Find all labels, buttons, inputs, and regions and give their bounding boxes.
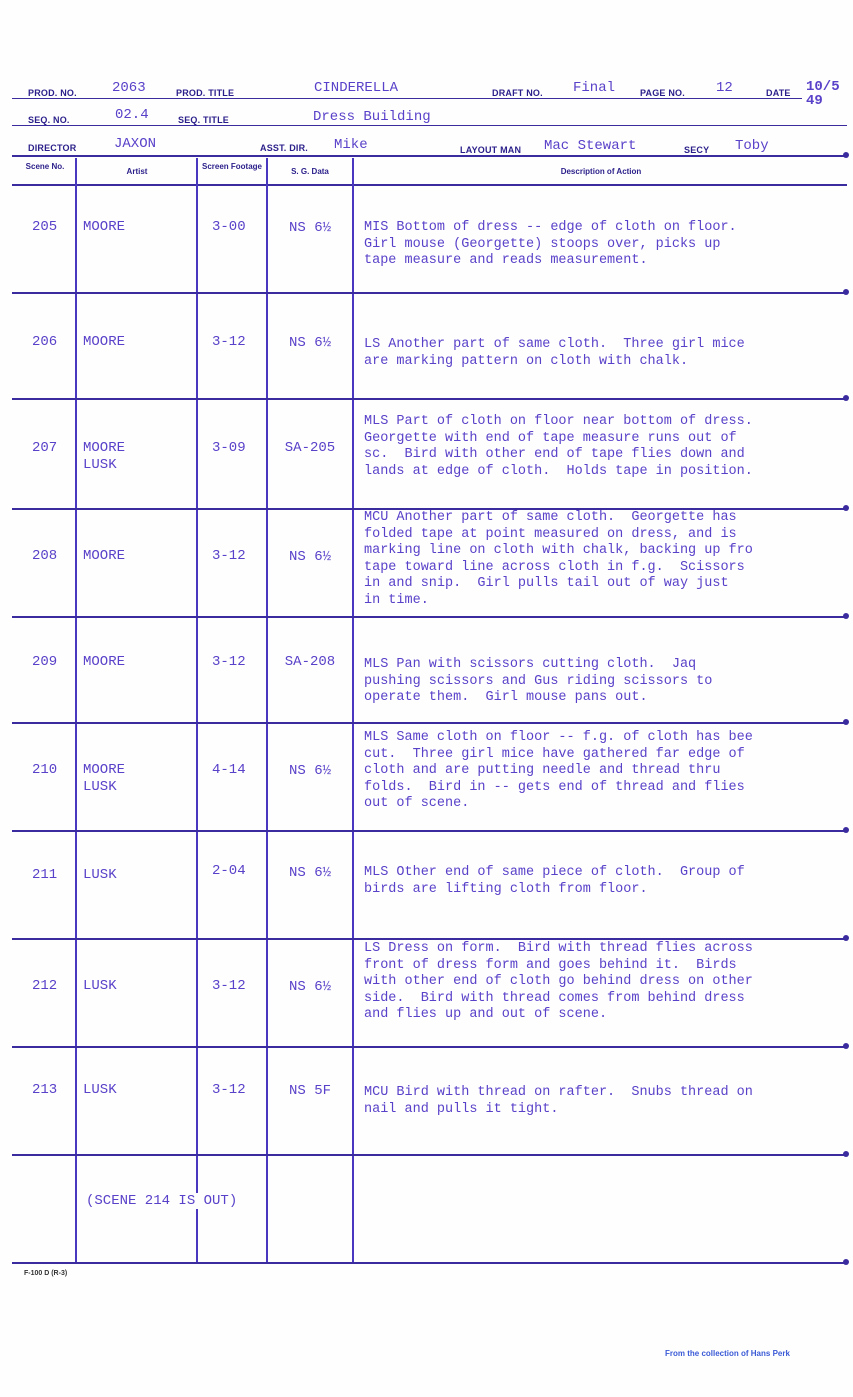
row-rule <box>12 616 847 618</box>
rule-end-dot <box>843 613 849 619</box>
col-description: Description of Action <box>560 167 642 176</box>
col-sg-data: S. G. Data <box>291 167 329 176</box>
scene-no: 213 <box>32 1082 58 1098</box>
sg-data: NS 6½ <box>288 549 331 565</box>
prod-title-label: PROD. TITLE <box>176 88 235 98</box>
description: MCU Another part of same cloth. Georgette has folded tape at point measured on dress, and is marking line on cloth with chalk, backing up fro tape toward line across cloth in f.g. Scissors in and snip. Girl pulls tail out of way just in time. <box>364 510 753 608</box>
prod-title-value: CINDERELLA <box>314 80 399 96</box>
form-number: F-100 D (R-3) <box>24 1270 68 1277</box>
row-rule <box>12 1046 847 1048</box>
sg-data: NS 6½ <box>288 335 331 351</box>
scene-no: 209 <box>32 654 58 670</box>
artist: MOORE <box>83 219 126 235</box>
rule-end-dot <box>843 289 849 295</box>
artist: LUSK <box>83 867 117 883</box>
draft-no-label: DRAFT NO. <box>492 88 543 98</box>
artist: MOORE <box>83 654 126 670</box>
director-value: JAXON <box>114 136 157 152</box>
secy-value: Toby <box>735 138 769 154</box>
sg-data: NS 6½ <box>288 979 331 995</box>
artist: MOORE <box>83 548 126 564</box>
rule-end-dot <box>843 152 849 158</box>
col-divider-4 <box>352 158 354 1263</box>
row-rule <box>12 722 847 724</box>
screen-footage: 4-14 <box>212 762 246 778</box>
screen-footage: 3-12 <box>212 654 246 670</box>
sg-data: NS 5F <box>288 1083 331 1099</box>
scene-out-note: (SCENE 214 IS OUT) <box>86 1193 238 1209</box>
rule-end-dot <box>843 1259 849 1265</box>
scene-no: 210 <box>32 762 58 778</box>
colhead-rule <box>12 184 847 186</box>
screen-footage: 3-09 <box>212 440 246 456</box>
col-divider-1 <box>75 158 77 1263</box>
screen-footage: 3-12 <box>212 548 246 564</box>
screen-footage: 3-12 <box>212 1082 246 1098</box>
rule-end-dot <box>843 1043 849 1049</box>
rule-end-dot <box>843 935 849 941</box>
sg-data: SA-208 <box>284 654 336 670</box>
description: MCU Bird with thread on rafter. Snubs thread on nail and pulls it tight. <box>364 1085 753 1117</box>
description: MLS Same cloth on floor -- f.g. of cloth has bee cut. Three girl mice have gathered far edge of cloth and are putting needle and thread thru folds. Bird in -- gets end of thread and flies out of scene. <box>364 730 753 811</box>
page-no-label: PAGE NO. <box>640 88 685 98</box>
artist: LUSK <box>83 1082 117 1098</box>
scene-no: 205 <box>32 219 58 235</box>
description: MLS Other end of same piece of cloth. Group of birds are lifting cloth from floor. <box>364 865 745 897</box>
screen-footage: 2-04 <box>212 863 246 879</box>
description: LS Dress on form. Bird with thread flies across front of dress form and goes behind it. Birds with other end of cloth go behind dress on other side. Bird with thread comes from behind dress and flies up and out of scene. <box>364 941 753 1022</box>
asst-dir-label: ASST. DIR. <box>260 143 309 153</box>
collection-credit: From the collection of Hans Perk <box>665 1349 790 1358</box>
screen-footage: 3-12 <box>212 334 246 350</box>
scene-no: 207 <box>32 440 58 456</box>
rule-end-dot <box>843 827 849 833</box>
col-screen-footage: Screen Footage <box>201 162 262 171</box>
rule-end-dot <box>843 719 849 725</box>
sg-data: SA-205 <box>284 440 336 456</box>
col-artist: Artist <box>126 167 148 176</box>
rule-end-dot <box>843 1151 849 1157</box>
secy-label: SECY <box>684 145 710 155</box>
prod-no-value: 2063 <box>112 80 146 96</box>
artist: MOORE LUSK <box>83 440 126 473</box>
header-rule-1 <box>12 98 802 99</box>
header-rule-2 <box>12 125 847 126</box>
row-rule <box>12 292 847 294</box>
artist: LUSK <box>83 978 117 994</box>
row-rule <box>12 1154 847 1156</box>
row-rule <box>12 398 847 400</box>
description: MLS Part of cloth on floor near bottom of dress. Georgette with end of tape measure runs out of sc. Bird with other end of tape flies down and lands at edge of cloth. Holds tape in position. <box>364 414 753 479</box>
header-rule-3 <box>12 155 847 157</box>
sg-data: NS 6½ <box>288 865 331 881</box>
seq-title-label: SEQ. TITLE <box>178 115 230 125</box>
rule-end-dot <box>843 395 849 401</box>
date-value: 10/5 49 <box>806 79 840 109</box>
row-rule <box>12 1262 847 1264</box>
scene-no: 206 <box>32 334 58 350</box>
seq-title-value: Dress Building <box>313 109 431 125</box>
seq-no-label: SEQ. NO. <box>28 115 70 125</box>
layout-man-label: LAYOUT MAN <box>460 145 522 155</box>
asst-dir-value: Mike <box>334 137 368 153</box>
description: MIS Bottom of dress -- edge of cloth on floor. Girl mouse (Georgette) stoops over, picks up tape measure and reads measurement. <box>364 220 737 268</box>
sg-data: NS 6½ <box>288 763 331 779</box>
description: LS Another part of same cloth. Three girl mice are marking pattern on cloth with chalk. <box>364 337 745 369</box>
sg-data: NS 6½ <box>288 220 331 236</box>
scene-no: 211 <box>32 867 58 883</box>
page-no-value: 12 <box>716 80 733 96</box>
draft-no-value: Final <box>573 80 616 96</box>
seq-no-value: 02.4 <box>115 107 149 123</box>
col-scene-no: Scene No. <box>25 162 65 171</box>
col-divider-2 <box>196 158 198 1263</box>
rule-end-dot <box>843 505 849 511</box>
scene-no: 212 <box>32 978 58 994</box>
description: MLS Pan with scissors cutting cloth. Jaq pushing scissors and Gus riding scissors to operate them. Girl mouse pans out. <box>364 657 713 705</box>
artist: MOORE <box>83 334 126 350</box>
scene-no: 208 <box>32 548 58 564</box>
prod-no-label: PROD. NO. <box>28 88 77 98</box>
date-label: DATE <box>766 88 791 98</box>
row-rule <box>12 938 847 940</box>
row-rule <box>12 830 847 832</box>
artist: MOORE LUSK <box>83 762 126 795</box>
screen-footage: 3-12 <box>212 978 246 994</box>
director-label: DIRECTOR <box>28 143 77 153</box>
screen-footage: 3-00 <box>212 219 246 235</box>
layout-man-value: Mac Stewart <box>544 138 637 154</box>
